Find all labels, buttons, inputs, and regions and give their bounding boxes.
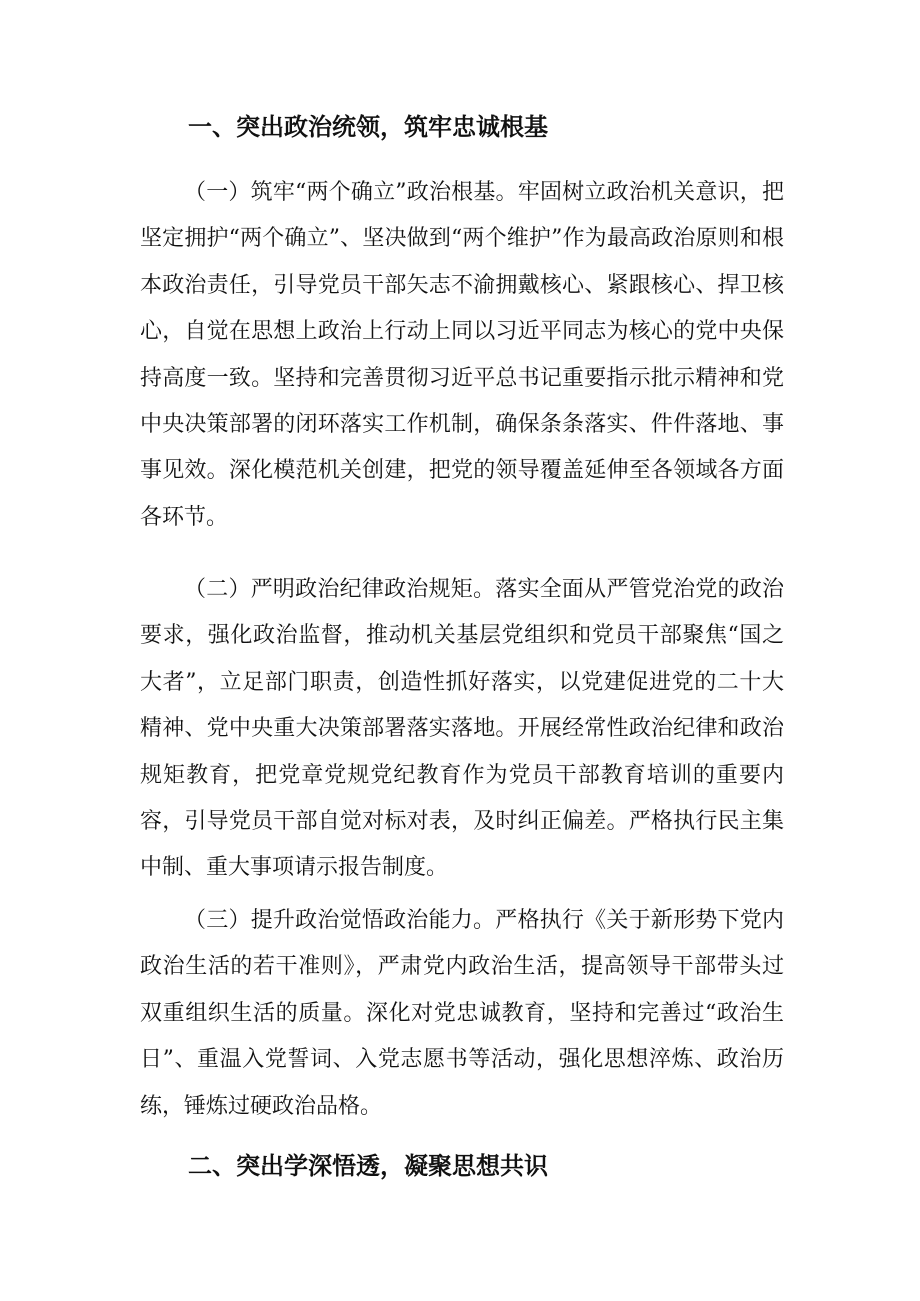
- paragraph-2: （二）严明政治纪律政治规矩。落实全面从严管党治党的政治要求，强化政治监督，推动机关基层党组织和党员干部聚焦“国之大者”，立足部门职责，创造性抓好落实，以党建促进党的二十大精神、党中央重大决策部署落实落地。开展经常性政治纪律和政治规矩教育，把党章党规党纪教育作为党员干部教育培训的重要内容，引导党员干部自觉对标对表，及时纠正偏差。严格执行民主集中制、重大事项请示报告制度。: [140, 577, 784, 881]
- section-heading-1: 一、突出政治统领，筑牢忠诚根基: [188, 113, 548, 141]
- section-heading-2: 二、突出学深悟透，凝聚思想共识: [188, 1152, 548, 1180]
- paragraph-3: （三）提升政治觉悟政治能力。严格执行《关于新形势下党内政治生活的若干准则》，严肃党内政治生活，提高领导干部带头过双重组织生活的质量。深化对党忠诚教育，坚持和完善过“政治生日”、重温入党誓词、入党志愿书等活动，强化思想淬炼、政治历练，锤炼过硬政治品格。: [140, 908, 784, 1119]
- paragraph-1: （一）筑牢“两个确立”政治根基。牢固树立政治机关意识，把坚定拥护“两个确立”、坚决做到“两个维护”作为最高政治原则和根本政治责任，引导党员干部矢志不渝拥戴核心、紧跟核心、捍卫核心，自觉在思想上政治上行动上同以习近平同志为核心的党中央保持高度一致。坚持和完善贯彻习近平总书记重要指示批示精神和党中央决策部署的闭环落实工作机制，确保条条落实、件件落地、事事见效。深化模范机关创建，把党的领导覆盖延伸至各领域各方面各环节。: [140, 180, 784, 530]
